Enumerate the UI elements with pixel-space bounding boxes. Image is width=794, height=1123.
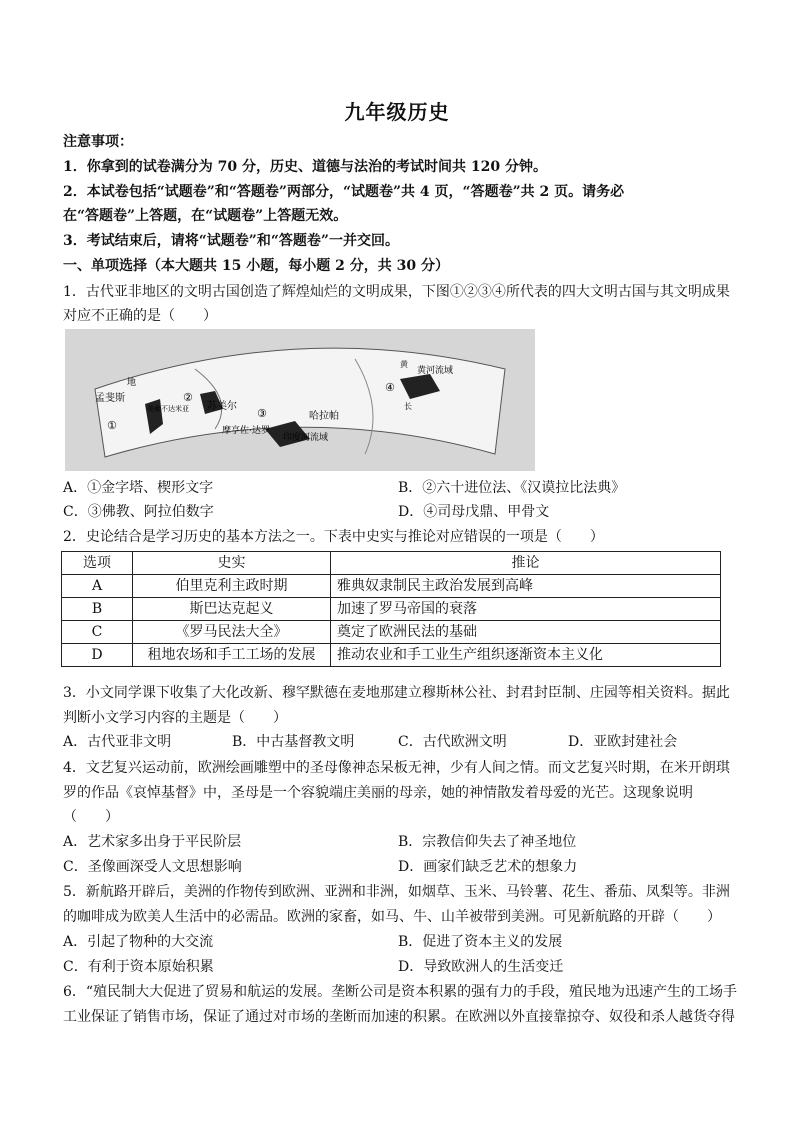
table-cell: 推动农业和手工业生产组织逐渐资本主义化	[331, 644, 721, 667]
option-a[interactable]: A．①金字塔、楔形文字	[63, 480, 214, 496]
notice-item: 2．本试卷包括“试题卷”和“答题卷”两部分，“试题卷”共 4 页，“答题卷”共 2 页。请务必	[63, 184, 625, 200]
option-d[interactable]: D．④司母戊鼎、甲骨文	[398, 504, 550, 520]
notice-item: 在“答题卷”上答题，在“试题卷”上答题无效。	[63, 208, 348, 224]
page-title: 九年级历史	[344, 100, 450, 124]
table-row	[62, 575, 721, 598]
map-label: 印度河流域	[283, 433, 329, 443]
option-c[interactable]: C．有利于资本原始积累	[63, 959, 214, 975]
question-stem: 的咖啡成为欧美人生活中的必需品。欧洲的家畜，如马、牛、山羊被带到美洲。可见新航路的开辟（ ）	[63, 909, 721, 925]
table-cell: 奠定了欧洲民法的基础	[331, 621, 721, 644]
question-stem: 5．新航路开辟后，美洲的作物传到欧洲、亚洲和非洲，如烟草、玉米、马铃薯、花生、番茄、凤梨等。非洲	[63, 884, 730, 900]
option-b[interactable]: B．宗教信仰失去了神圣地位	[398, 834, 577, 850]
table-cell: 加速了罗马帝国的衰落	[331, 598, 721, 621]
question-stem: 对应不正确的是（ ）	[63, 308, 217, 324]
table-cell: A	[62, 575, 133, 598]
table-cell: D	[62, 644, 133, 667]
table-cell: B	[62, 598, 133, 621]
table-cell: 《罗马民法大全》	[133, 621, 331, 644]
question-stem: 4．文艺复兴运动前，欧洲绘画雕塑中的圣母像神态呆板无神，少有人间之情。而文艺复兴时期，在米开朗琪	[63, 760, 730, 776]
table-cell: C	[62, 621, 133, 644]
map-label: 黄河流域	[417, 366, 454, 376]
question-stem: 工业保证了销售市场，保证了通过对市场的垄断而加速的积累。在欧洲以外直接靠掠夺、奴役和杀人越货夺得	[63, 1009, 735, 1025]
option-c[interactable]: C．古代欧洲文明	[398, 734, 507, 750]
option-a[interactable]: A．艺术家多出身于平民阶层	[63, 834, 242, 850]
table-row	[62, 644, 721, 667]
map-number: ③	[257, 407, 267, 420]
table-header: 推论	[331, 552, 721, 575]
option-b[interactable]: B．促进了资本主义的发展	[398, 934, 563, 950]
option-d[interactable]: D．导致欧洲人的生活变迁	[398, 959, 564, 975]
map-number: ④	[385, 381, 395, 394]
ancient-civilizations-map	[65, 329, 535, 471]
section-heading: 一、单项选择（本大题共 15 小题，每小题 2 分，共 30 分）	[63, 258, 449, 274]
map-label: 孟斐斯	[95, 393, 125, 404]
history-table	[61, 551, 721, 667]
question-stem: 罗的作品《哀悼基督》中，圣母是一个容貌端庄美丽的母亲，她的神情散发着母爱的光芒。这现象说明	[63, 785, 693, 801]
option-b[interactable]: B．②六十进位法、《汉谟拉比法典》	[398, 480, 626, 496]
question-stem: 判断小文学习内容的主题是（ ）	[63, 710, 287, 726]
map-label: 美索不达米亚	[147, 405, 189, 413]
map-number: ①	[107, 419, 117, 432]
question-stem: 3．小文同学课下收集了大化改新、穆罕默德在麦地那建立穆斯林公社、封君封臣制、庄园等相关资料。据此	[63, 685, 730, 701]
map-label: 地	[127, 378, 137, 388]
map-number: ②	[183, 391, 193, 404]
table-row	[62, 598, 721, 621]
map-label: 苏美尔	[207, 401, 237, 412]
option-a[interactable]: A．引起了物种的大交流	[63, 934, 214, 950]
table-header: 史实	[133, 552, 331, 575]
table-cell: 伯里克利主政时期	[133, 575, 331, 598]
question-stem: 6．“殖民制大大促进了贸易和航运的发展。垄断公司是资本积累的强有力的手段，殖民地为迅速产生的工场手	[63, 984, 738, 1000]
table-row	[62, 621, 721, 644]
table-cell: 租地农场和手工工场的发展	[133, 644, 331, 667]
map-label: 摩亨佐·达罗	[222, 426, 270, 436]
option-b[interactable]: B．中古基督教文明	[232, 734, 355, 750]
question-stem: 1．古代亚非地区的文明古国创造了辉煌灿烂的文明成果，下图①②③④所代表的四大文明古国与其文明成果	[63, 284, 730, 300]
table-header: 选项	[62, 552, 133, 575]
table-cell: 斯巴达克起义	[133, 598, 331, 621]
option-c[interactable]: C．③佛教、阿拉伯数字	[63, 504, 214, 520]
option-c[interactable]: C．圣像画深受人文思想影响	[63, 859, 242, 875]
question-stem: 2．史论结合是学习历史的基本方法之一。下表中史实与推论对应错误的一项是（ ）	[63, 529, 604, 545]
option-d[interactable]: D．亚欧封建社会	[568, 734, 678, 750]
map-label: 哈拉帕	[309, 411, 339, 422]
option-d[interactable]: D．画家们缺乏艺术的想象力	[398, 859, 578, 875]
notice-item: 1．你拿到的试卷满分为 70 分，历史、道德与法治的考试时间共 120 分钟。	[63, 159, 547, 175]
table-header-row	[62, 552, 721, 575]
question-stem: （ ）	[63, 809, 119, 825]
map-label: 长	[404, 402, 412, 411]
option-a[interactable]: A．古代亚非文明	[63, 734, 172, 750]
notice-item: 3．考试结束后，请将“试题卷”和“答题卷”一并交回。	[63, 233, 399, 249]
map-label: 黄	[400, 360, 408, 369]
table-cell: 雅典奴隶制民主政治发展到高峰	[331, 575, 721, 598]
notice-heading: 注意事项：	[63, 134, 133, 150]
